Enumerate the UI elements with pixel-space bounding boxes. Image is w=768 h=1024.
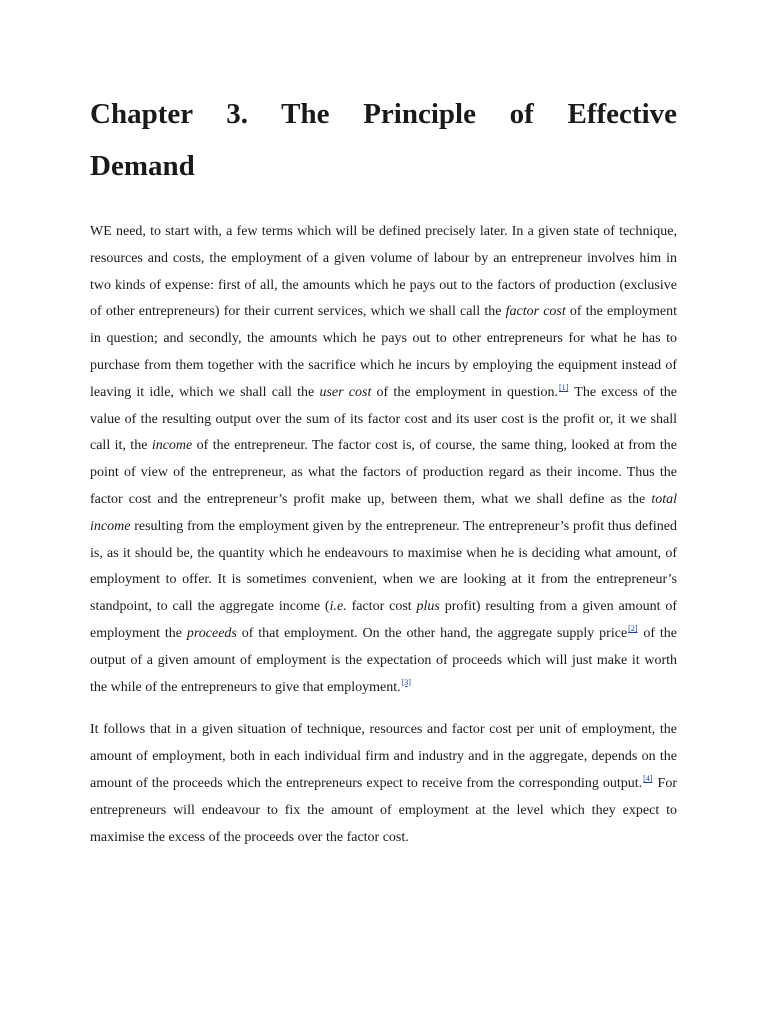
- term-factor-cost: factor cost: [505, 304, 566, 320]
- text-run: resulting from the employment given by the entrepreneur. The entrepreneur’s profit thus defined is, as it should be, the quantity which he endeavours to maximise when he is deciding what amount, of employment to offer. It is sometimes convenient, when we are looking at it from the entrepreneur’s standpoint, to call the aggregate income (: [90, 518, 677, 615]
- chapter-title: [90, 88, 677, 192]
- term-proceeds: proceeds: [186, 625, 237, 641]
- text-run: of that employment. On the other hand, the aggregate supply price: [236, 625, 628, 641]
- footnote-link-1[interactable]: [1]: [558, 382, 569, 392]
- term-ie: i.e.: [329, 599, 347, 615]
- text-run: of the employment in question.: [371, 384, 558, 400]
- term-income: income: [151, 438, 193, 454]
- term-user-cost: user cost: [319, 384, 372, 400]
- paragraph-1: [90, 219, 677, 701]
- text-run: profit) resulting from a given amount of employment the: [90, 599, 677, 641]
- paragraph-2: [90, 717, 677, 851]
- text-run: of the output of a given amount of employment is the expectation of proceeds which will just make it worth the while of the entrepreneurs to give that employment.: [90, 625, 677, 695]
- chapter-title-line1: Chapter 3. The Principle of Effective: [90, 98, 677, 130]
- term-plus: plus: [416, 599, 440, 615]
- text-run: It follows that in a given situation of technique, resources and factor cost per unit of employment, the amount of employment, both in each individual firm and industry and in the aggregate, depends on the amount of the proceeds which the entrepreneurs expect to receive from the corresponding output.: [90, 722, 677, 791]
- chapter-title-line2: Demand: [90, 150, 195, 182]
- footnote-link-2[interactable]: [2]: [628, 623, 638, 633]
- text-run: For entrepreneurs will endeavour to fix the amount of employment at the level which they expect to maximise the excess of the proceeds over the factor cost.: [90, 775, 677, 845]
- text-run: of the entrepreneur. The factor cost is, of course, the same thing, looked at from the point of view of the entrepreneur, as what the factors of production regard as their income. Thus the factor cost and the entrepreneur’s profit make up, between them, what we shall define as the: [90, 438, 677, 507]
- document-page: [90, 88, 677, 851]
- text-run: WE need, to start with, a few terms which will be defined precisely later. In a given state of technique, resources and costs, the employment of a given volume of labour by an entrepreneur involves him in two kinds of expense: first of all, the amounts which he pays out to the factors of production (exclusive of other entrepreneurs) for their current services, which we shall call the: [90, 224, 677, 320]
- term-total-income: total income: [90, 491, 677, 534]
- footnote-link-3[interactable]: [3]: [401, 677, 411, 687]
- text-run: factor cost: [346, 599, 417, 615]
- footnote-link-4[interactable]: [4]: [643, 773, 653, 783]
- text-run: of the employment in question; and secondly, the amounts which he pays out to other entrepreneurs for what he has to purchase from them together with the sacrifice which he incurs by employing the equipment instead of leaving it idle, which we shall call the: [90, 304, 677, 400]
- text-run: The excess of the value of the resulting output over the sum of its factor cost and its user cost is the profit or, it we shall call it, the: [90, 384, 677, 454]
